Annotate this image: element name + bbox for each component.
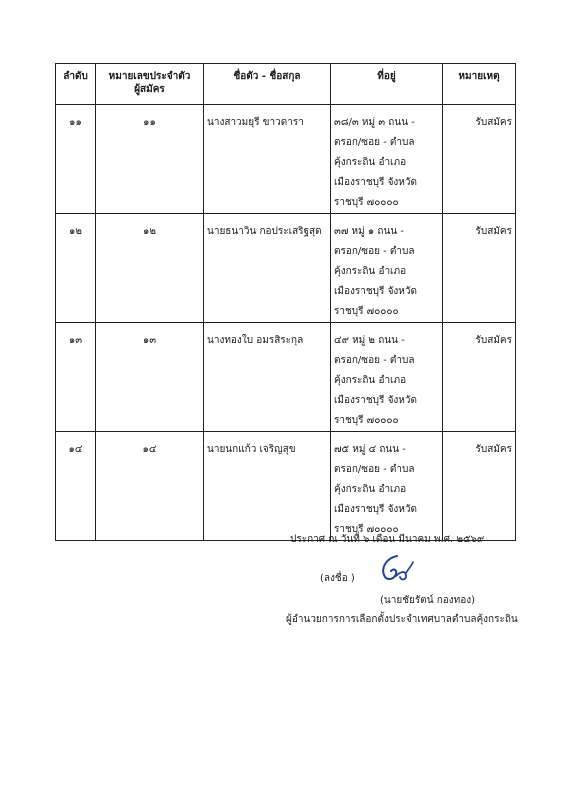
address-line: ตรอก/ซอย - ตำบล [334, 137, 415, 148]
table-header-row [56, 64, 516, 105]
address-line: เมืองราชบุรี จังหวัด [334, 286, 418, 297]
cell-address [331, 323, 443, 432]
table-row [56, 432, 516, 541]
signer-position: ผู้อำนวยการการเลือกตั้งประจำเทศบาลตำบลคุ้งกระถิน [286, 614, 518, 625]
cell-candidate-id: ๑๒ [96, 214, 204, 323]
cell-no: ๑๔ [56, 432, 96, 541]
cell-no: ๑๒ [56, 214, 96, 323]
cell-no: ๑๓ [56, 323, 96, 432]
address-line: ราชบุรี ๗๐๐๐๐ [334, 306, 399, 317]
cell-address [331, 105, 443, 214]
address-line: ตรอก/ซอย - ตำบล [334, 355, 415, 366]
address-line: คุ้งกระถิน อำเภอ [334, 484, 407, 495]
address-line: ๓๗ หมู่ ๑ ถนน - [334, 226, 404, 237]
address-line: คุ้งกระถิน อำเภอ [334, 375, 407, 386]
header-address: ที่อยู่ [331, 64, 443, 105]
address-line: ตรอก/ซอย - ตำบล [334, 246, 415, 257]
header-note: หมายเหตุ [443, 64, 516, 105]
cell-no: ๑๑ [56, 105, 96, 214]
address-line: คุ้งกระถิน อำเภอ [334, 266, 407, 277]
address-line: ราชบุรี ๗๐๐๐๐ [334, 415, 399, 426]
address-line: ตรอก/ซอย - ตำบล [334, 464, 415, 475]
cell-name: นายนกแก้ว เจริญสุข [204, 432, 331, 541]
header-id-line2: ผู้สมัคร [134, 84, 165, 95]
cell-candidate-id: ๑๑ [96, 105, 204, 214]
table-row [56, 214, 516, 323]
cell-note: รับสมัคร [443, 323, 516, 432]
address-line: เมืองราชบุรี จังหวัด [334, 395, 418, 406]
address-line: เมืองราชบุรี จังหวัด [334, 504, 418, 515]
table-row [56, 105, 516, 214]
cell-name: นางทองใบ อมรสิระกุล [204, 323, 331, 432]
header-id-line1: หมายเลขประจำตัว [108, 71, 191, 82]
table-row [56, 323, 516, 432]
address-line: ๔๙ หมู่ ๒ ถนน - [334, 335, 405, 346]
signature-mark [375, 553, 417, 587]
cell-candidate-id: ๑๔ [96, 432, 204, 541]
address-line: เมืองราชบุรี จังหวัด [334, 177, 418, 188]
cell-name: นายธนาวิน กอประเสริฐสุด [204, 214, 331, 323]
header-no: ลำดับ [56, 64, 96, 105]
cell-address [331, 432, 443, 541]
address-line: ราชบุรี ๗๐๐๐๐ [334, 197, 399, 208]
header-name: ชื่อตัว - ชื่อสกุล [204, 64, 331, 105]
candidate-table [55, 63, 516, 541]
cell-candidate-id: ๑๓ [96, 323, 204, 432]
address-line: ๓๘/๓ หมู่ ๓ ถนน - [334, 117, 415, 128]
cell-address [331, 214, 443, 323]
cell-note: รับสมัคร [443, 214, 516, 323]
cell-name: นางสาวมยุรี ขาวดารา [204, 105, 331, 214]
signature-label: (ลงชื่อ ) [320, 573, 355, 584]
cell-note: รับสมัคร [443, 432, 516, 541]
announcement-date: ประกาศ ณ วันที่ ๖ เดือน มีนาคม พ.ศ. ๒๕๖๙ [290, 534, 485, 545]
address-line: ๗๕ หมู่ ๔ ถนน - [334, 444, 406, 455]
header-candidate-id [96, 64, 204, 105]
address-line: คุ้งกระถิน อำเภอ [334, 157, 407, 168]
cell-note: รับสมัคร [443, 105, 516, 214]
signer-name: (นายชัยรัตน์ กองทอง) [380, 595, 476, 606]
address-line: ราชบุรี ๗๐๐๐๐ [334, 524, 399, 535]
